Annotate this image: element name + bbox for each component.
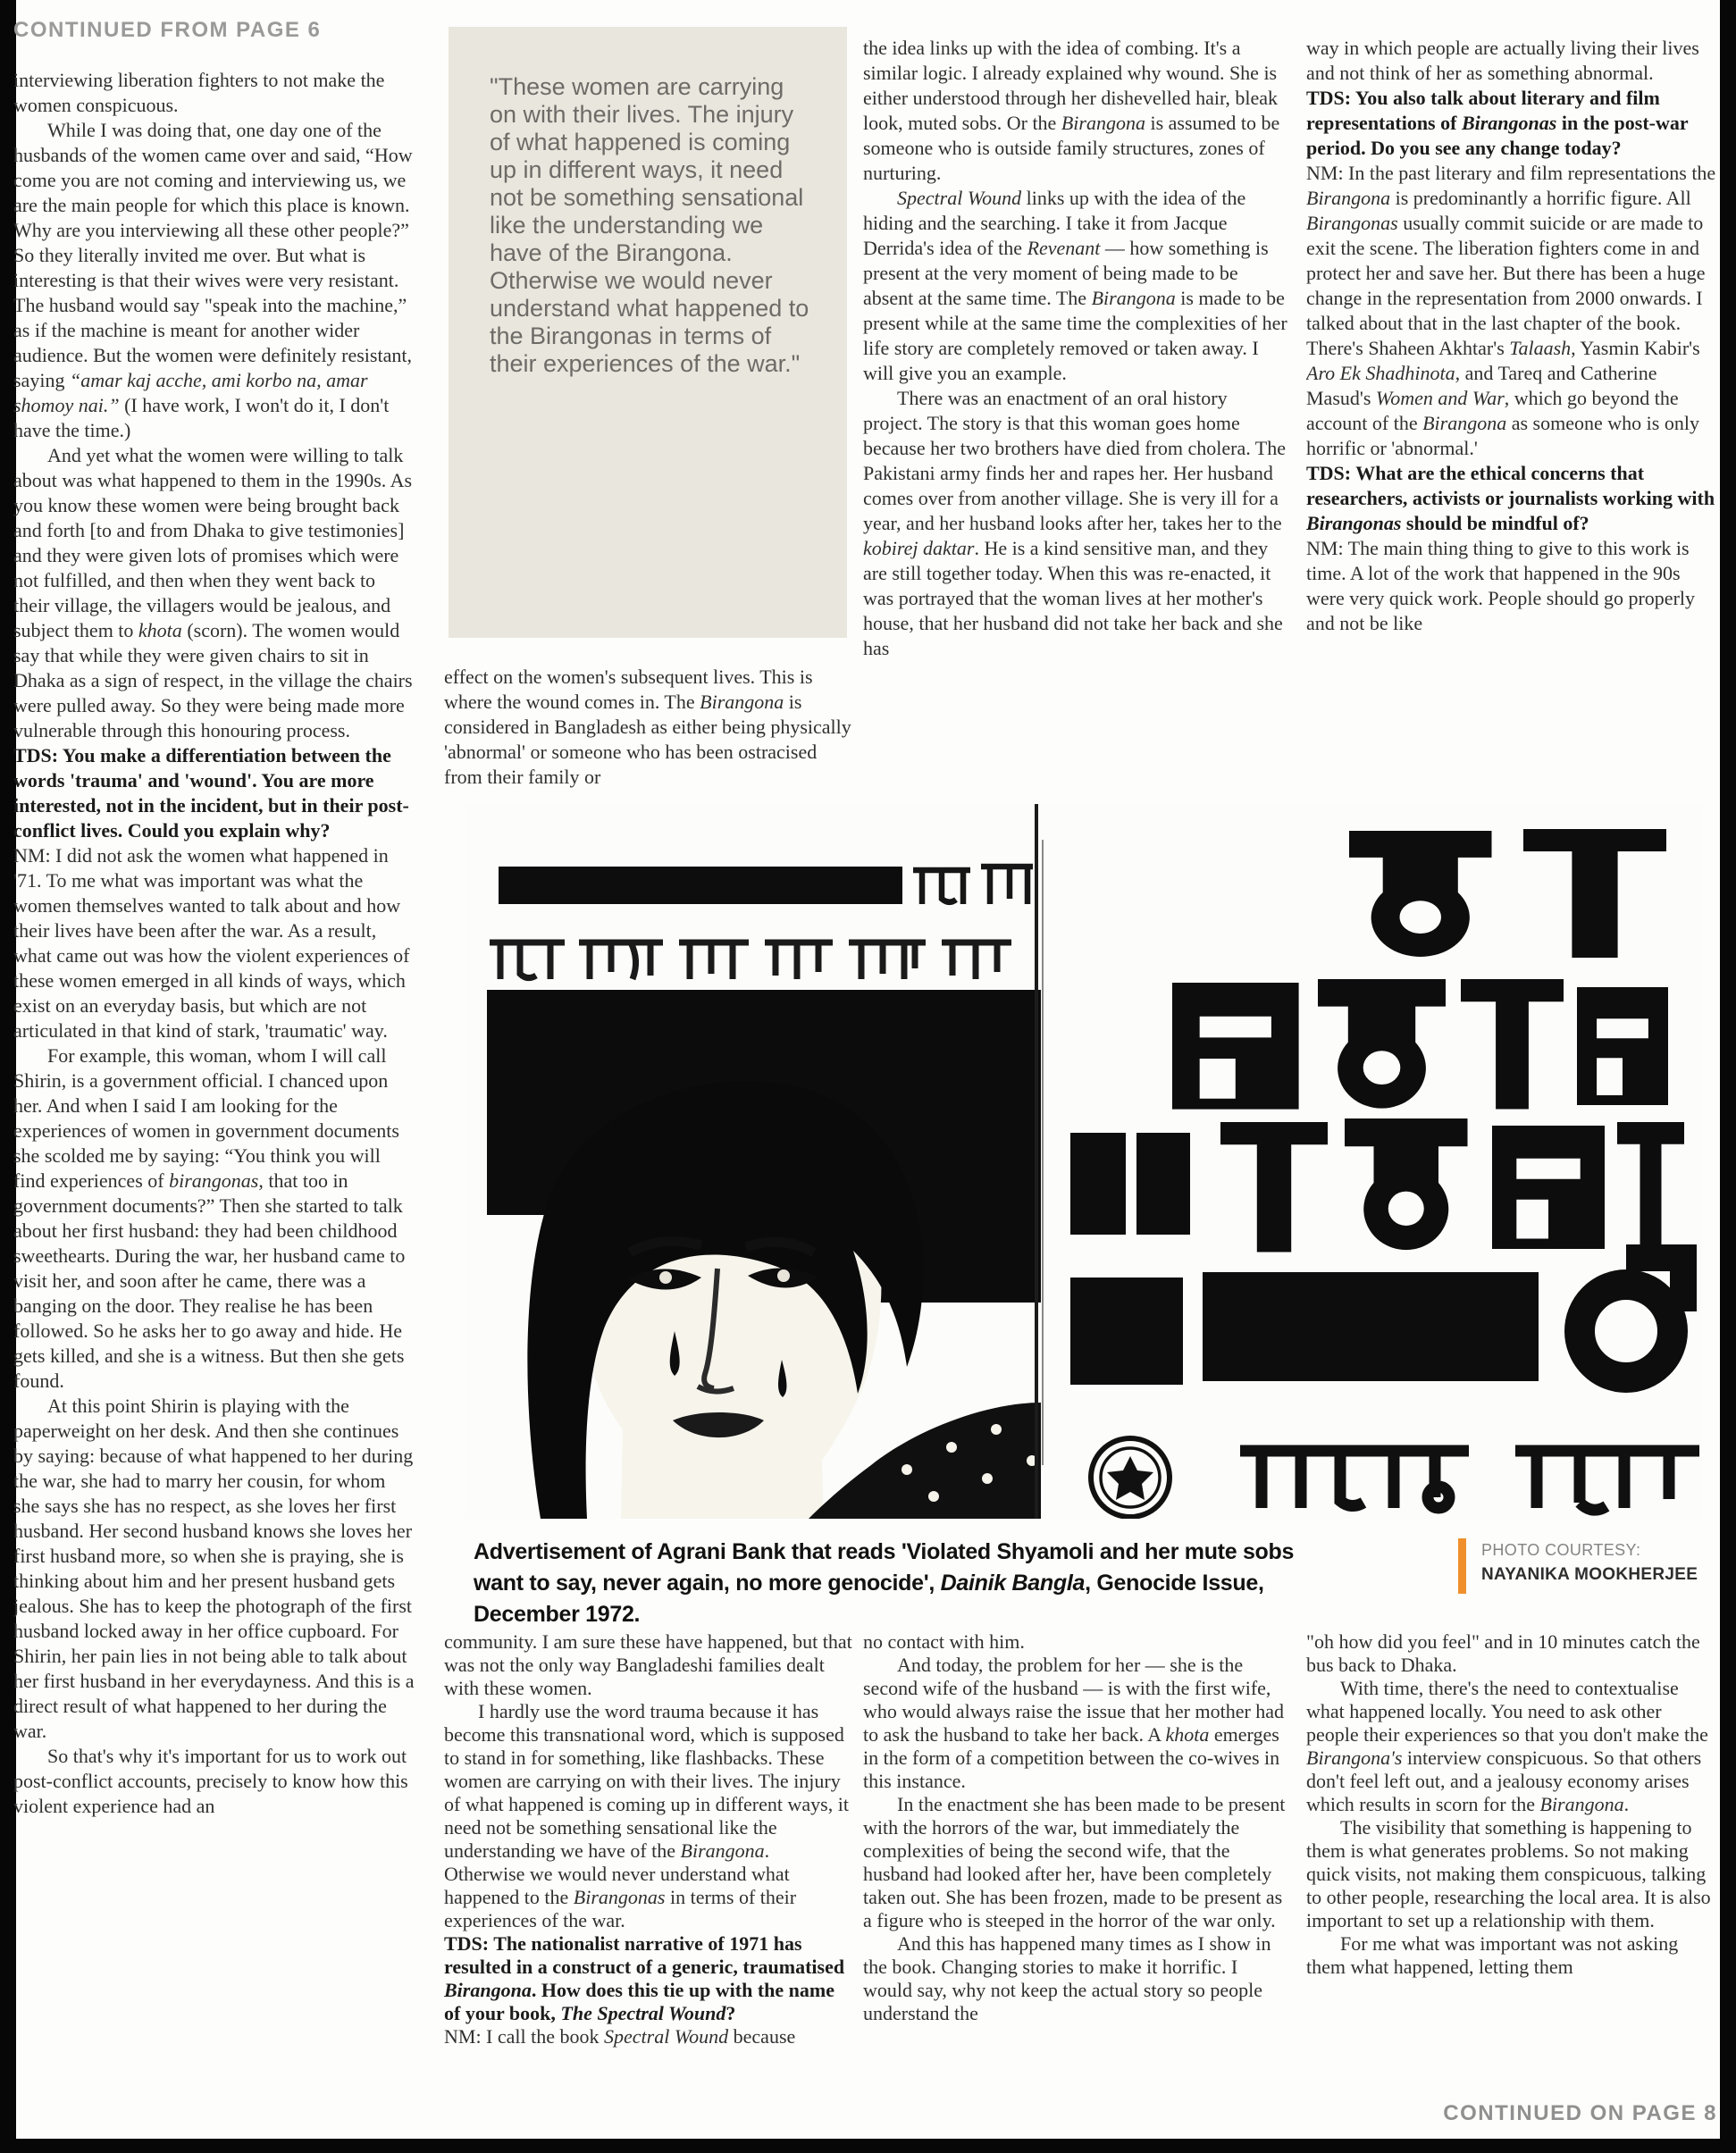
paragraph: NM: In the past literary and film representations the Birangona is predominantly a horrific figure. All Birangonas usually commit suicide or are made to exit the scene. The liberation fighters come in and protect her and save her. But there has been a huge change in the representation from 2000 onwards. I talked about that in the last chapter of the book. There's Shaheen Akhtar's Talaash, Yasmin Kabir's Aro Ek Shadhinota, and Tareq and Catherine Masud's Women and War, which go beyond the account of the Birangona as someone who is only horrific or 'abnormal.' — [1306, 162, 1716, 459]
paragraph: way in which people are actually living their lives and not think of her as something abnormal. — [1306, 37, 1699, 84]
agrani-bank-advertisement-image — [465, 804, 1702, 1519]
paragraph: I hardly use the word trauma because it has become this transnational word, which is supposed to stand in for something, like flashbacks. These women are carrying on with their lives. The injury of what happened is coming up in different ways, it need not be something sensational like the understanding we have of the Birangona. Otherwise we would never understand what happened to the Birangonas in terms of their experiences of the war. — [444, 1700, 849, 1931]
paragraph: TDS: The nationalist narrative of 1971 has resulted in a construct of a generic, traumatised Birangona. How does this tie up with the name of your book, The Spectral Wound? — [444, 1932, 845, 2024]
continued-from-header: CONTINUED FROM PAGE 6 — [13, 18, 322, 42]
paragraph: So that's why it's important for us to work out post-conflict accounts, precisely to know how this violent experience had an — [13, 1745, 408, 1817]
ad-portrait — [487, 990, 1041, 1519]
scan-edge-right — [1720, 0, 1736, 2153]
paragraph: While I was doing that, one day one of the husbands of the women came over and said, “How come you are not coming and interviewing us, we are the main people for which this place is known. Why are you interviewing all these other people?” So they literally invited me over. But what is interesting is that their wives were very resistant. The husband would say "speak into the machine,” as if the machine is meant for another wider audience. But the women were definitely resistant, saying “amar kaj acche, ami korbo na, amar shomoy nai.” (I have work, I won't do it, I don't have the time.) — [13, 119, 413, 441]
paragraph: NM: I call the book Spectral Wound because — [444, 2025, 796, 2048]
paragraph: "oh how did you feel" and in 10 minutes catch the bus back to Dhaka. — [1306, 1630, 1700, 1676]
pull-quote-text: "These women are carrying on with their lives. The injury of what happened is coming up in different ways, it need not be something sensational like the understanding we have of the Birangona. Otherwise we would never understand what happened to the Birangonas in terms of their experiences of the war." — [490, 73, 809, 377]
paragraph: There was an enactment of an oral history project. The story is that this woman goes home because her two brothers have died from cholera. The Pakistani army finds her and rapes her. Her husband comes over from another village. She is very ill for a year, and her husband looks after her, takes her to the kobirej daktar. He is a kind sensitive man, and they are still together today. When this was re-enacted, it was portrayed that the woman lives at her mother's house, that her husband did not take her back and she has — [863, 387, 1287, 659]
paragraph: TDS: You also talk about literary and film representations of Birangonas in the post-war period. Do you see any change today? — [1306, 87, 1689, 159]
paragraph: With time, there's the need to contextualise what happened locally. You need to ask other people their experiences so that you don't make the Birangona's interview conspicuous. So that others don't feel left out, and a jealousy economy arises which results in scorn for the Birangona. — [1306, 1677, 1708, 1815]
column-3-top — [863, 36, 1288, 797]
paragraph: no contact with him. — [863, 1630, 1025, 1653]
ad-redacted-bar — [499, 867, 902, 904]
paragraph: For me what was important was not asking them what happened, letting them — [1306, 1932, 1679, 1978]
paragraph: TDS: What are the ethical concerns that researchers, activists or journalists working with Birangonas should be mindful of? — [1306, 462, 1715, 534]
photo-courtesy-name: NAYANIKA MOOKHERJEE — [1481, 1565, 1698, 1584]
column-3-bottom — [863, 1630, 1288, 2141]
column-2-bottom — [444, 1630, 853, 2141]
paragraph: At this point Shirin is playing with the paperweight on her desk. And then she continues by saying: because of what happened to her during the war, she had to marry her cousin, for whom she says she has no respect, as she loves her first husband. Her second husband knows she loves her first husband more, so when she is praying, she is thinking about him and her present husband gets jealous. She has to keep the photograph of the first husband locked away in her office cupboard. For Shirin, her pain lies in not being able to talk about her first husband in her everydayness. And this is a direct result of what happened to her during the war. — [13, 1395, 415, 1742]
continued-on-footer: CONTINUED ON PAGE 8 — [1443, 2101, 1717, 2125]
paragraph: interviewing liberation fighters to not make the women conspicuous. — [13, 69, 385, 116]
paragraph: The visibility that something is happening to them is what generates problems. So not making quick visits, not making them conspicuous, talking to other people, researching the local area. It is also important to set up a relationship with them. — [1306, 1816, 1711, 1931]
column-4-bottom — [1306, 1630, 1717, 2099]
photo-courtesy-label: PHOTO COURTESY: — [1481, 1541, 1641, 1559]
paragraph: And this has happened many times as I show in the book. Changing stories to make it horrific. I would say, why not keep the actual story so people understand the — [863, 1932, 1271, 2024]
paragraph: NM: I did not ask the women what happened in '71. To me what was important was what the women themselves wanted to talk about and how their lives have been after the war. As a result, what came out was how the violent experiences of these women emerged in all kinds of ways, which exist on an everyday basis, but which are not articulated in that kind of stark, 'traumatic' way. — [13, 844, 410, 1042]
paragraph: And today, the problem for her — she is the second wife of the husband — is with the first wife, who would always raise the issue that her mother had to ask the husband to take her back. A khota emerges in the form of a competition between the co-wives in this instance. — [863, 1654, 1285, 1792]
paragraph: NM: The main thing thing to give to this work is time. A lot of the work that happened in the 90s were very quick work. People should go properly and not be like — [1306, 537, 1696, 634]
paragraph: community. I am sure these have happened, but that was not the only way Bangladeshi families dealt with these women. — [444, 1630, 852, 1699]
paragraph: the idea links up with the idea of combing. It's a similar logic. I already explained why wound. She is either understood through her dishevelled hair, bleak look, muted sobs. Or the Birangona is assumed to be someone who is outside family structures, zones of nurturing. — [863, 37, 1280, 184]
photo-credit — [1481, 1541, 1732, 1585]
ad-fold-crease-light — [1042, 840, 1044, 1465]
column-2-top — [444, 665, 851, 795]
paragraph: In the enactment she has been made to be present with the horrors of the war, but immediately the complexities of being the second wife, that the husband had looked after her, have been completely taken out. She has been frozen, made to be present as a figure who is steeped in the horror of the war only. — [863, 1793, 1286, 1931]
paragraph: Spectral Wound links up with the idea of the hiding and the searching. I take it from Jacque Derrida's idea of the Revenant — how something is present at the very moment of being made to be absent at the same time. The Birangona is made to be present while at the same time the complexities of her life story are completely removed or taken away. I will give you an example. — [863, 187, 1287, 384]
advert-caption: Advertisement of Agrani Bank that reads 'Violated Shyamoli and her mute sobs want to say, never again, no more genocide', Dainik Bangla, Genocide Issue, December 1972. — [474, 1539, 1295, 1627]
column-1 — [13, 68, 415, 2137]
credit-accent-bar — [1458, 1538, 1466, 1594]
pull-quote-box — [449, 27, 847, 638]
paragraph: TDS: You make a differentiation between the words 'trauma' and 'wound'. You are more interested, not in the incident, but in their post-conflict lives. Could you explain why? — [13, 744, 409, 842]
paragraph: For example, this woman, whom I will call Shirin, is a government official. I chanced upon her. And when I said I am looking for the experiences of women in government documents she scolded me by saying: “You think you will find experiences of birangonas, that too in government documents?” Then she started to talk about her first husband: they had been childhood sweethearts. During the war, her husband came to visit her, and soon after he came, there was a banging on the door. They realise he has been followed. So he asks her to go away and hide. He gets killed, and she is a witness. But then she gets found. — [13, 1044, 406, 1392]
ad-fold-crease — [1035, 804, 1038, 1519]
paragraph: And yet what the women were willing to talk about was what happened to them in the 1990s. As you know these women were being brought back and forth [to and from Dhaka to give testimonies] and they were given lots of promises which were not fulfilled, and then when they went back to their village, the villagers would be jealous, and subject them to khota (scorn). The women would say that while they were given chairs to sit in Dhaka as a sign of respect, in the village the chairs were pulled away. So they were being made more vulnerable through this honouring process. — [13, 444, 413, 741]
advert-artwork — [465, 804, 1702, 1519]
column-4-top — [1306, 36, 1717, 797]
paragraph: effect on the women's subsequent lives. This is where the wound comes in. The Birangona is considered in Bangladesh as either being physically 'abnormal' or someone who has been ostracised from their family or — [444, 666, 851, 788]
